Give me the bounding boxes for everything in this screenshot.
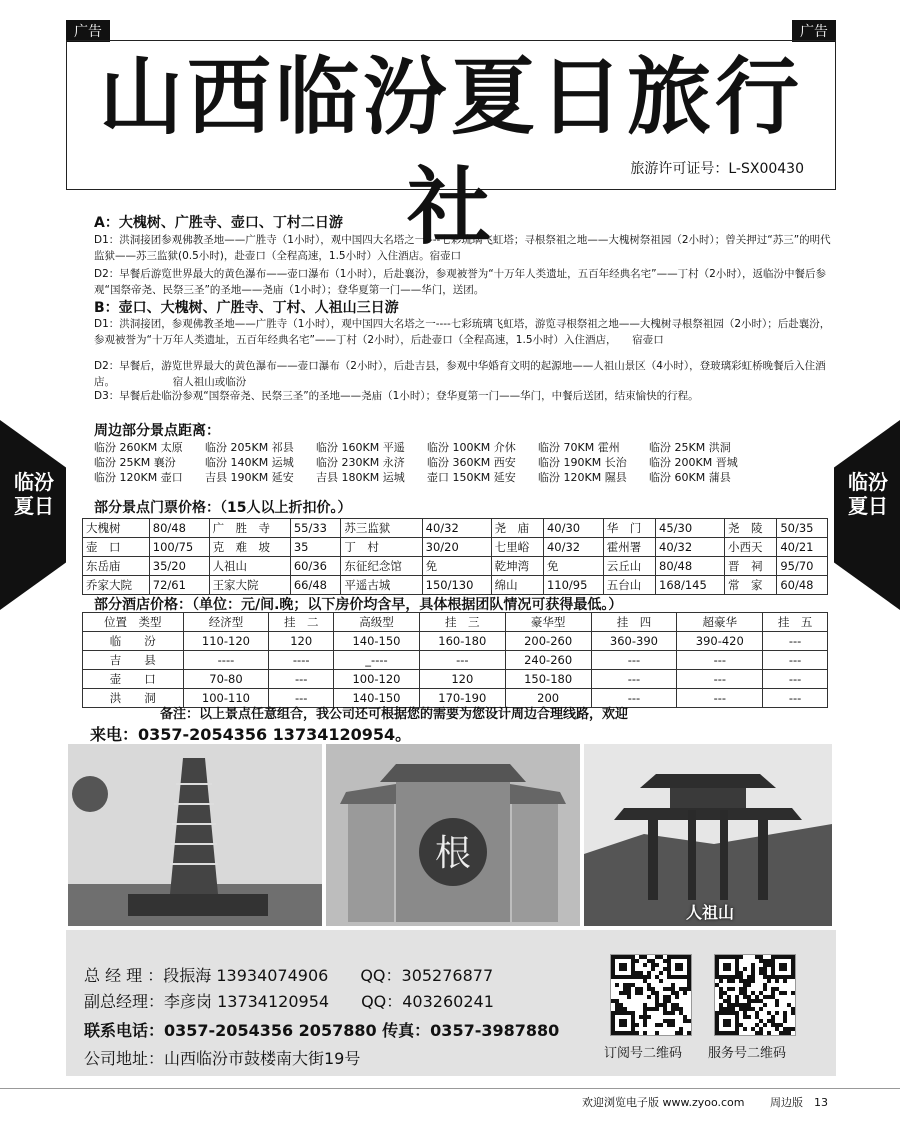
distance-item: 临汾 205KM 祁县: [205, 441, 294, 454]
hotel-price: ---: [763, 632, 828, 651]
call-text: 来电：0357-2054356 13734120954。: [90, 725, 412, 744]
ticket-site: 苏三监狱: [341, 519, 422, 538]
ticket-site: 平遥古城: [341, 576, 422, 595]
svg-text:根: 根: [434, 833, 472, 874]
ticket-price: 55/33: [290, 519, 341, 538]
hotel-price: 150-180: [505, 670, 591, 689]
qr-label-service: 服务号二维码: [708, 1046, 787, 1061]
distance-item: 临汾 70KM 霍州: [538, 441, 620, 454]
contact-vice-manager: 副总经理：李彦岗 13734120954 QQ：403260241: [84, 992, 494, 1011]
ticket-price: 110/95: [543, 576, 603, 595]
ticket-site: 丁 村: [341, 538, 422, 557]
ad-tag-right: 广告: [792, 20, 836, 42]
ticket-site: 壶 口: [83, 538, 150, 557]
qr-label-subscription: 订阅号二维码: [604, 1046, 683, 1061]
distance-item: 临汾 120KM 隰县: [538, 471, 627, 484]
distance-title: 周边部分景点距离：: [94, 423, 220, 439]
hotel-price: 140-150: [334, 632, 420, 651]
table-row: [83, 557, 828, 576]
ticket-site: 人祖山: [209, 557, 290, 576]
hotel-column-header: 超豪华: [677, 613, 763, 632]
contact-address: 公司地址：山西临汾市鼓楼南大街19号: [84, 1049, 361, 1068]
hotel-location: 吉 县: [83, 651, 184, 670]
table-row: [83, 538, 828, 557]
hotel-column-header: 豪华型: [505, 613, 591, 632]
ticket-price: 80/48: [656, 557, 725, 576]
hotel-price: ---: [591, 651, 677, 670]
distance-item: 临汾 360KM 西安: [427, 456, 516, 469]
ticket-site: 绵山: [491, 576, 543, 595]
hotel-price: 120: [269, 632, 334, 651]
ticket-site: 常 家: [725, 576, 777, 595]
photo-root-gate: [326, 744, 580, 926]
ticket-site: 东征纪念馆: [341, 557, 422, 576]
ticket-price: 60/48: [777, 576, 828, 595]
ticket-price: 免: [543, 557, 603, 576]
distance-item: 吉县 190KM 延安: [205, 471, 294, 484]
distance-item: 临汾 260KM 太原: [94, 441, 183, 454]
ticket-site: 尧 庙: [491, 519, 543, 538]
ticket-price: 45/30: [656, 519, 725, 538]
hotel-price: 100-110: [183, 689, 269, 708]
hotel-price: ---: [677, 670, 763, 689]
photo-caption: 人祖山: [686, 903, 735, 922]
ticket-price: 150/130: [422, 576, 491, 595]
ticket-site: 尧 陵: [725, 519, 777, 538]
contact-phone: 联系电话：0357-2054356 2057880 传真：0357-3987880: [84, 1021, 560, 1040]
hotel-column-header: 挂 五: [763, 613, 828, 632]
ticket-site: 东岳庙: [83, 557, 150, 576]
hotel-price: 170-190: [419, 689, 505, 708]
distance-item: 临汾 100KM 介休: [427, 441, 516, 454]
ticket-site: 小西天: [725, 538, 777, 557]
hotel-location: 壶 口: [83, 670, 184, 689]
ticket-price: 35: [290, 538, 341, 557]
hotel-price: 200-260: [505, 632, 591, 651]
hotel-column-header: 挂 二: [269, 613, 334, 632]
hotel-price: 360-390: [591, 632, 677, 651]
distance-item: 临汾 190KM 长治: [538, 456, 627, 469]
route-b-title: B：壶口、大槐树、广胜寺、丁村、人祖山三日游: [94, 300, 399, 316]
hotel-price: ---: [269, 670, 334, 689]
ticket-site: 克 难 坡: [209, 538, 290, 557]
ticket-site: 五台山: [603, 576, 655, 595]
hotels-title: 部分酒店价格：（单位：元/间.晚；以下房价均含早，具体根据团队情况可获得最低。）: [94, 597, 623, 613]
route-b-day1: D1：洪洞接团，参观佛教圣地——广胜寺（1小时），观中国四大名塔之一----七彩琉璃飞虹塔，游览寻根祭祖之地——大槐树寻根祭祖园（2小时）；后赴襄汾，参观被誉为“十万年人类遗址，五百年经典名宅”——丁村（2小时），后赴壶口（全程高速，1.5小时）入住酒店， 宿壶口: [94, 318, 831, 346]
distance-item: 临汾 200KM 晋城: [649, 456, 738, 469]
hotel-price: 140-150: [334, 689, 420, 708]
distance-item: 临汾 140KM 运城: [205, 456, 294, 469]
distance-item: 壶口 150KM 延安: [427, 471, 516, 484]
license-number: 旅游许可证号：L-SX00430: [630, 161, 804, 177]
table-row: [83, 576, 828, 595]
hotel-price: 110-120: [183, 632, 269, 651]
distance-item: 临汾 25KM 洪洞: [649, 441, 731, 454]
table-row: [83, 519, 828, 538]
hotel-column-header: 高级型: [334, 613, 420, 632]
side-label-right: 临汾夏日: [848, 470, 888, 518]
distance-item: 临汾 25KM 襄汾: [94, 456, 176, 469]
note-text: 备注：以上景点任意组合，我公司还可根据您的需要为您设计周边合理线路，欢迎: [160, 707, 629, 722]
table-row: [83, 651, 828, 670]
distance-item: 临汾 60KM 蒲县: [649, 471, 731, 484]
ticket-site: 广 胜 寺: [209, 519, 290, 538]
ticket-price: 50/35: [777, 519, 828, 538]
ticket-site: 大槐树: [83, 519, 150, 538]
ticket-site: 云丘山: [603, 557, 655, 576]
hotel-price: ----: [269, 651, 334, 670]
hotel-price: ---: [419, 651, 505, 670]
ticket-price: 95/70: [777, 557, 828, 576]
hotel-column-header: 挂 三: [419, 613, 505, 632]
hotel-price: 390-420: [677, 632, 763, 651]
ticket-price: 40/30: [543, 519, 603, 538]
side-label-left: 临汾夏日: [14, 470, 54, 518]
route-b-day3: D3：早餐后赴临汾参观“国祭帝尧、民祭三圣”的圣地——尧庙（1小时）；登华夏第一门——华门，中餐后送团，结束愉快的行程。: [94, 390, 699, 402]
hotel-price: ---: [677, 651, 763, 670]
hotel-price: ---: [269, 689, 334, 708]
ticket-site: 晋 祠: [725, 557, 777, 576]
ticket-site: 乔家大院: [83, 576, 150, 595]
ticket-price: 40/32: [422, 519, 491, 538]
hotel-location: 洪 洞: [83, 689, 184, 708]
ticket-price: 100/75: [149, 538, 209, 557]
ticket-price: 168/145: [656, 576, 725, 595]
hotel-price: ----: [183, 651, 269, 670]
hotel-price: 200: [505, 689, 591, 708]
page-title: 山西临汾夏日旅行社: [98, 47, 803, 256]
qr-code-subscription[interactable]: [610, 954, 692, 1036]
hotel-column-header: 经济型: [183, 613, 269, 632]
ticket-price: 30/20: [422, 538, 491, 557]
ticket-price: 66/48: [290, 576, 341, 595]
ticket-price: 80/48: [149, 519, 209, 538]
ticket-price: 60/36: [290, 557, 341, 576]
hotel-price: ---: [763, 651, 828, 670]
ticket-site: 王家大院: [209, 576, 290, 595]
ticket-price: 35/20: [149, 557, 209, 576]
route-a-title: A：大槐树、广胜寺、壶口、丁村二日游: [94, 215, 343, 231]
distance-item: 临汾 160KM 平遥: [316, 441, 405, 454]
hotel-price: 100-120: [334, 670, 420, 689]
hotel-price: 70-80: [183, 670, 269, 689]
hotel-price: ---: [763, 689, 828, 708]
hotel-price: 160-180: [419, 632, 505, 651]
ticket-price: 40/32: [543, 538, 603, 557]
route-a-day2: D2：早餐后游览世界最大的黄色瀑布——壶口瀑布（1小时），后赴襄汾，参观被誉为“十万年人类遗址，五百年经典名宅”——丁村（2小时），返临汾中餐后参观“国祭帝尧、民祭三圣”的圣地——尧庙（1小时）；登华夏第一门——华门，送团。: [94, 268, 827, 296]
hotel-price: ---: [763, 670, 828, 689]
ticket-price: 72/61: [149, 576, 209, 595]
hotel-price: ---: [591, 670, 677, 689]
table-row: [83, 670, 828, 689]
hotel-price: _----: [334, 651, 420, 670]
photo-pagoda: [68, 744, 322, 926]
hotel-price: ---: [591, 689, 677, 708]
distance-item: 吉县 180KM 运城: [316, 471, 405, 484]
ticket-site: 华 门: [603, 519, 655, 538]
footer-text: 欢迎浏览电子版 www.zyoo.com 周边版 13: [581, 1096, 828, 1109]
contact-manager: 总 经 理 ：段振海 13934074906 QQ：305276877: [84, 966, 494, 985]
ticket-price: 40/32: [656, 538, 725, 557]
hotel-price: 120: [419, 670, 505, 689]
route-a-day1: D1：洪洞接团参观佛教圣地——广胜寺（1小时），观中国四大名塔之一----七彩琉璃飞虹塔；寻根祭祖之地——大槐树祭祖园（2小时）；曾关押过“苏三”的明代监狱——苏三监狱(0.5小时)，赴壶口（全程高速，1.5小时）入住酒店。宿壶口: [94, 234, 831, 262]
ticket-table: [82, 518, 828, 595]
hotel-price: ---: [677, 689, 763, 708]
footer-rule: [0, 1088, 900, 1089]
distance-item: 临汾 230KM 永济: [316, 456, 405, 469]
ad-tag-left: 广告: [66, 20, 110, 42]
ticket-site: 乾坤湾: [491, 557, 543, 576]
table-row: [83, 632, 828, 651]
photo-renzu-mountain: [584, 744, 832, 926]
ticket-price: 免: [422, 557, 491, 576]
ticket-price: 40/21: [777, 538, 828, 557]
qr-code-service[interactable]: [714, 954, 796, 1036]
hotel-price: 240-260: [505, 651, 591, 670]
tickets-title: 部分景点门票价格：（15人以上折扣价。）: [94, 500, 352, 516]
hotel-column-header: 位置 类型: [83, 613, 184, 632]
route-b-day2: D2：早餐后，游览世界最大的黄色瀑布——壶口瀑布（2小时），后赴吉县，参观中华婚育文明的起源地——人祖山景区（4小时），登玻璃彩虹桥晚餐后入住酒店。 宿人祖山或临汾: [94, 360, 826, 388]
hotel-column-header: 挂 四: [591, 613, 677, 632]
ticket-site: 霍州署: [603, 538, 655, 557]
hotel-table: [82, 612, 828, 708]
table-header-row: [83, 613, 828, 632]
ticket-site: 七里峪: [491, 538, 543, 557]
distance-item: 临汾 120KM 壶口: [94, 471, 183, 484]
hotel-location: 临 汾: [83, 632, 184, 651]
